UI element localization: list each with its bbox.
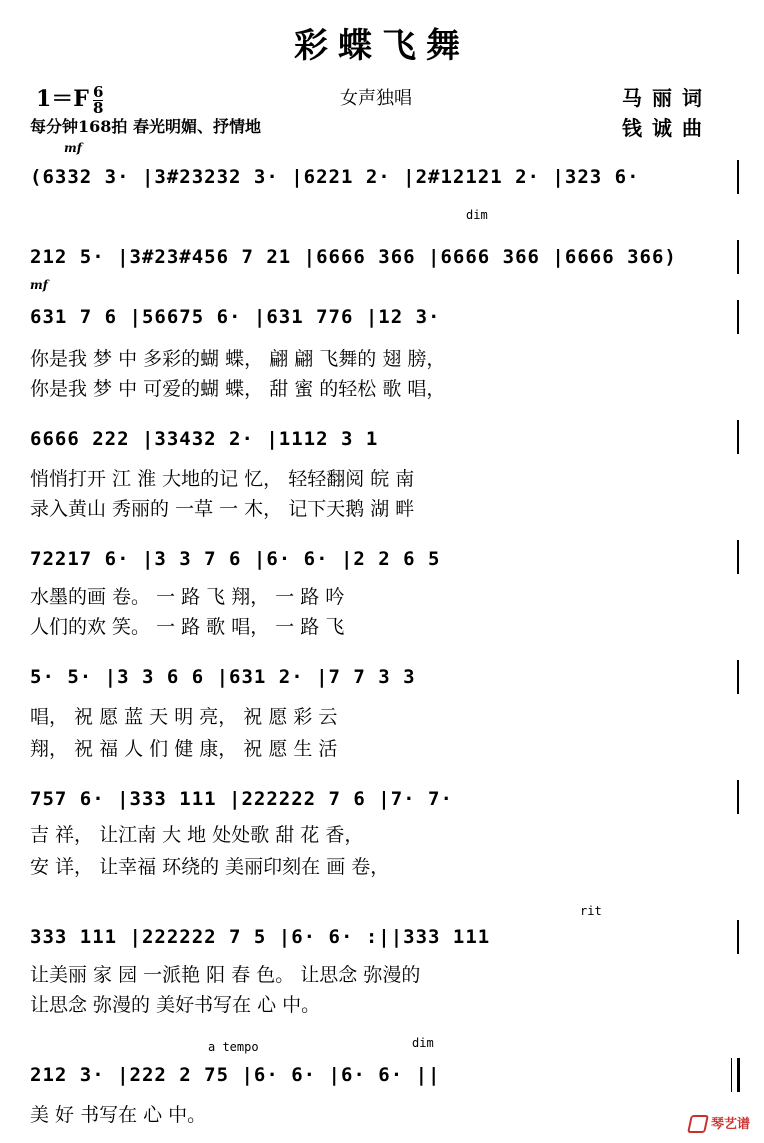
dynamic-dim-2: dim (412, 1036, 434, 1050)
barline (737, 420, 739, 454)
key-label: 1＝F (36, 86, 89, 112)
dynamic-dim-1: dim (466, 208, 488, 222)
performer-label: 女声独唱 (340, 88, 412, 109)
watermark-logo (689, 1113, 750, 1134)
barline (737, 920, 739, 954)
watermark-text: 琴艺谱 (710, 1116, 750, 1132)
dynamic-mf-2: mf (30, 278, 48, 292)
system-6-lyrics-verse-2: 翔， 祝 福 人 们 健 康， 祝 愿 生 活 (30, 738, 338, 760)
system-9-lyrics-verse-1: 美 好 书写在 心 中。 (30, 1104, 207, 1126)
system-8-lyrics-verse-1: 让美丽 家 园 一派艳 阳 春 色。 让思念 弥漫的 (30, 964, 421, 986)
tempo-marking: 每分钟168拍 春光明媚、抒情地 (30, 117, 261, 136)
dynamic-rit: rit (580, 904, 602, 918)
system-7-lyrics-verse-2: 安 详， 让幸福 环绕的 美丽印刻在 画 卷， (30, 856, 390, 878)
system-5-lyrics-verse-1: 水墨的画 卷。 一 路 飞 翔， 一 路 吟 (30, 586, 345, 608)
composer-credit: 钱诚曲 (622, 116, 712, 140)
system-5-lyrics-verse-2: 人们的欢 笑。 一 路 歌 唱， 一 路 飞 (30, 616, 345, 638)
system-5-notes: 72217 6· |3 3 7 6 |6· 6· |2 2 6 5 (30, 548, 441, 570)
time-signature (92, 82, 104, 117)
system-1-notes: (6332 3· |3#23232 3· |6221 2· |2#12121 2· |323 6· (30, 166, 640, 188)
song-title: 彩蝶飞舞 (294, 26, 470, 66)
system-2-notes: 212 5· |3#23#456 7 21 |6666 366 |6666 366 |6666 366) (30, 246, 677, 268)
dynamic-mf-1: mf (64, 141, 82, 155)
key-signature (36, 82, 103, 116)
system-8-notes: 333 111 |222222 7 5 |6· 6· :||333 111 (30, 926, 491, 948)
system-4-lyrics-verse-2: 录入黄山 秀丽的 一草 一 木， 记下天鹅 湖 畔 (30, 498, 415, 520)
system-3-notes: 631 7 6 |56675 6· |631 776 |12 3· (30, 306, 441, 328)
dynamic-a-tempo: a tempo (208, 1040, 259, 1054)
system-8-lyrics-verse-2: 让思念 弥漫的 美好书写在 心 中。 (30, 994, 321, 1016)
system-4-lyrics-verse-1: 悄悄打开 江 淮 大地的记 忆， 轻轻翻阅 皖 南 (30, 468, 415, 490)
system-9-notes: 212 3· |222 2 75 |6· 6· |6· 6· || (30, 1064, 441, 1086)
system-3-lyrics-verse-1: 你是我 梦 中 多彩的蝴 蝶， 翩 翩 飞舞的 翅 膀， (30, 348, 446, 370)
system-6-lyrics-verse-1: 唱， 祝 愿 蓝 天 明 亮， 祝 愿 彩 云 (30, 706, 338, 728)
time-denominator: 8 (92, 98, 104, 117)
system-7-notes: 757 6· |333 111 |222222 7 6 |7· 7· (30, 788, 453, 810)
barline (737, 540, 739, 574)
barline (737, 240, 739, 274)
time-numerator: 6 (92, 82, 104, 101)
lyricist-credit: 马丽词 (622, 86, 712, 110)
system-4-notes: 6666 222 |33432 2· |1112 3 1 (30, 428, 379, 450)
final-double-barline (731, 1058, 740, 1092)
barline (737, 160, 739, 194)
barline (737, 780, 739, 814)
logo-icon (687, 1115, 709, 1133)
system-3-lyrics-verse-2: 你是我 梦 中 可爱的蝴 蝶， 甜 蜜 的轻松 歌 唱， (30, 378, 446, 400)
system-6-notes: 5· 5· |3 3 6 6 |631 2· |7 7 3 3 (30, 666, 416, 688)
barline (737, 300, 739, 334)
system-7-lyrics-verse-1: 吉 祥， 让江南 大 地 处处歌 甜 花 香， (30, 824, 364, 846)
barline (737, 660, 739, 694)
